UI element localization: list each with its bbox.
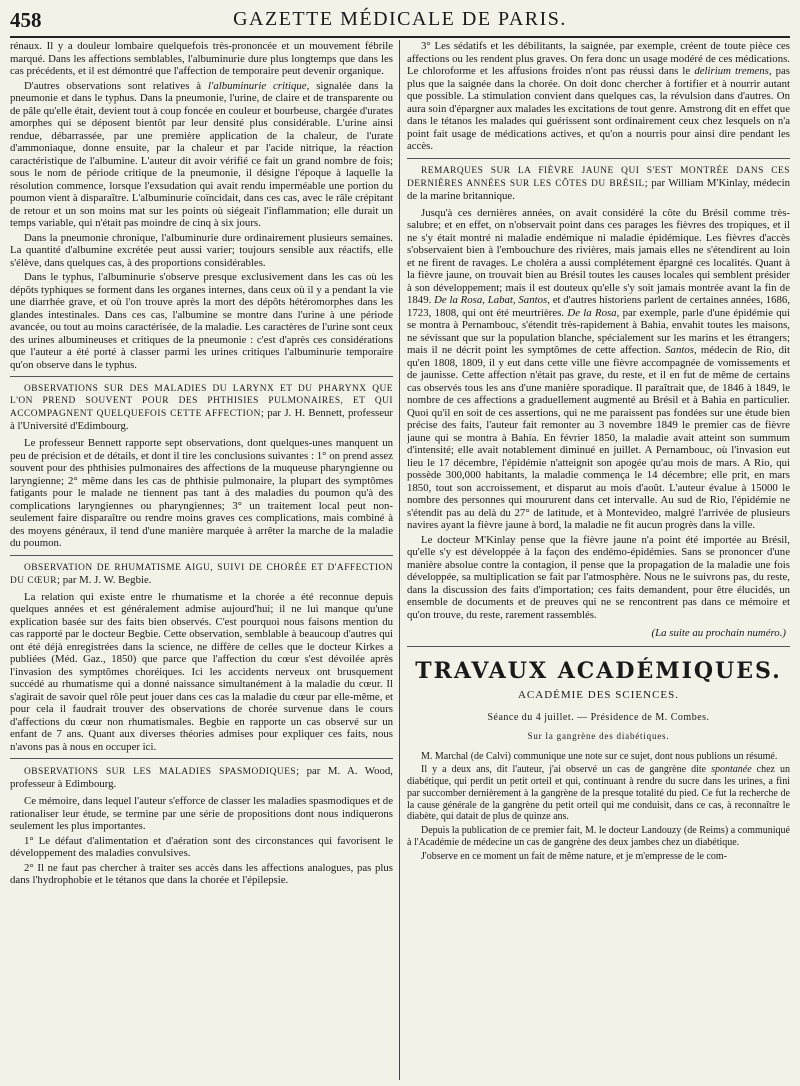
newspaper-page [10, 6, 790, 1082]
right-column [407, 40, 790, 1080]
paragraph: Dans la pneumonie chronique, l'albuminurie dure ordinairement plusieurs semaines. La quantité d'albumine excrétée peut aussi varier; toujours sensible aux réactifs, elle s'élève, dans quelques cas, à des proportions considérables. [10, 231, 393, 269]
column-divider [399, 40, 400, 1080]
header-rule [10, 36, 790, 38]
paragraph: 3° Les sédatifs et les débilitants, la saignée, par exemple, créent de toute pièce ces affections ou les rendent plus graves. On fera donc un usage modéré de ces médications. Le chloroforme et les affusions froides n'ont pas réussi dans le delirium tremens, pas plus que la saignée dans la chorée. On doit donc chercher à fortifier et à nourrir autant que possible. La stimulation convient dans quelques cas, la révulsion dans d'autres. On aura soin d'épargner aux malades les excitations de tout genre. Amstrong dit en effet que dans le tétanos les malades qui guérissent sont ordinairement ceux chez lesquels on n'a point fait usage de médications actives, et qu'on a nourris pour ainsi dire pendant les accès. [407, 40, 790, 152]
paragraph: Depuis la publication de ce premier fait, M. le docteur Landouzy (de Reims) a communiqué à l'Académie de médecine un cas de gangrène des deux jambes chez un diabétique. [407, 825, 790, 849]
section-title: TRAVAUX ACADÉMIQUES. [415, 657, 782, 684]
paragraph: Il y a deux ans, dit l'auteur, j'ai observé un cas de gangrène dite spontanée chez un diabétique, qui perdit un petit orteil et qui, continuant à rendre du sucre dans les urines, a fini par succomber dernièrement à la gangrène de la presque totalité du pied. Ce fut la recherche de la cause générale de la gangrène du petit orteil qui me conduisit, dans ce cas, à reconnaître le diabète, qui datait de plus de quinze ans. [407, 764, 790, 823]
page-header [10, 6, 790, 34]
section-heading: REMARQUES SUR LA FIÈVRE JAUNE QUI S'EST MONTRÉE DANS CES DERNIÈRES ANNÉES SUR LES CÔTES DU BRÉSIL; par William M'Kinlay, médecin de la marine britannique. [407, 165, 790, 202]
paragraph: D'autres observations sont relatives à l'albuminurie critique, signalée dans la pneumonie et dans le typhus. Dans la pneumonie, l'urine, de claire et de transparente ou de pâle qu'elle était, devient tout à coup foncée en couleur et bourbeuse, chargée d'urates amorphes qui se déposent bientôt par leur densité plus considérable. L'urine ainsi rendue, débarrassée, par une première application de la chaleur, de l'urate d'ammoniaque, donne ensuite, par la chaleur et par l'acide nitrique, la réaction caractéristique de l'albumine. L'auteur dit avoir vérifié ce fait un grand nombre de fois; sous le nom de période critique de la pneumonie, il désigne l'époque à laquelle la résolution commence, lorsque l'exsudation qui avait rendu imperméable une portion du poumon vient à disparaître. L'albuminurie coïncidait, dans ces cas, avec le râle crépitant de retour et un son moins mat sur les points où siégeait l'inflammation; elle durait un temps variable, qui n'était pas moindre de cinq à six jours. [10, 79, 393, 229]
separator [407, 158, 790, 159]
paragraph: Jusqu'à ces dernières années, on avait considéré la côte du Brésil comme très-salubre; et en effet, on n'observait point dans ces parages les fièvres des tropiques, et il ne s'y était montré ni maladie endémique ni maladie épidémique. Les fièvres d'accès s'observaient bien à l'embouchure des rivières, mais jamais elles ne s'étendirent au loin et ne firent de ravages. Le choléra a aussi complétement épargné ces localités. Quant à la fièvre jaune, on trouvait bien au Brésil toutes les causes locales qui semblent présider à son développement; mais il est douteux qu'elle s'y soit jamais montrée avant la fin de 1849. De la Rosa, Labat, Santos, et d'autres historiens parlent de certaines années, 1686, 1723, 1808, qui ont été meurtrières. De la Rosa, par exemple, parle d'une épidémie qui se montra à Pernambouc, s'étendit très-rapidement à Bahia, envahit toutes les maisons, ne sévissant que sur la population blanche, spécialement sur les marins et les étrangers; mais il ne décrit point les symptômes de cette affection. Santos, médecin de Rio, dit qu'en 1808, 1809, il y eut dans cette ville une fièvre accompagnée de vomissements et de jaunisse. Cette affection n'était pas grave, du reste, et il en fut de même de certains cas observés tous les ans d'une manière sporadique. Il paraîtrait que, de 1846 à 1849, le nombre de ces affections a graduellement augmenté au Brésil et à Bahia en particulier. Quoi qu'il en soit de ces assertions, qui ne me paraissent pas fondées sur une étude bien précise des faits, l'auteur fait remonter au 3 novembre 1849 le premier cas de fièvre jaune qui se montra à Bahia. En février 1850, la maladie avait atteint son summum d'intensité; elle avait notablement diminué en juillet. A Pernambouc, où l'invasion eut lieu le 17 décembre, l'épidémie n'atteignit son apogée qu'au mois de mars. A Rio, qui possède 300,000 habitants, la maladie commença le 14 décembre; elle prit, en mars 1850, tout son accroissement, et disparut au mois d'août. L'auteur évalue à 15000 le nombre des personnes qui moururent dans cet intervalle. Au sud de Rio, l'épidémie ne s'étendit pas au delà du 27° de latitude, et à Montevideo, malgré l'arrivée de plusieurs navires ayant la fièvre jaune à bord, la maladie ne fit aucun progrès dans la ville. [407, 206, 790, 531]
section-heading: OBSERVATIONS SUR LES MALADIES SPASMODIQUES; par M. A. Wood, professeur à Edimbourg. [10, 765, 393, 790]
section-heading: OBSERVATIONS SUR DES MALADIES DU LARYNX ET DU PHARYNX QUE L'ON PREND SOUVENT POUR DES PHTHISIES PULMONAIRES, ET QUI ACCOMPAGNENT QUELQUEFOIS CETTE AFFECTION; par J. H. Bennett, professeur à l'Université d'Edimbourg. [10, 384, 393, 432]
columns [10, 40, 790, 1080]
separator [10, 555, 393, 556]
academy-heading: ACADÉMIE DES SCIENCES. [517, 689, 680, 701]
paragraph: Dans le typhus, l'albuminurie s'observe presque exclusivement dans les cas où les dépôts typhiques se forment dans les organes internes, dans ceux où il y a pendant la vie une diarrhée grave, et où l'on trouve après la mort des dépôts hétéromorphes dans les glandes intestinales. Dans ces cas, l'albumine se montre dans l'urine à une période avancée, ou tout au moins caractérisée, de la maladie. Les caractères de l'urine sont ceux des urines albumineuses et critiques de la pneumonie : c'est d'après ces considérations que l'auteur a été porté à classer parmi les urines critiques l'albuminurie temporaire qu'on observe dans le typhus. [10, 271, 393, 371]
separator [10, 758, 393, 759]
page-number: 458 [10, 8, 42, 32]
topic-heading: Sur la gangrène des diabétiques. [527, 731, 670, 741]
paragraph: 1° Le défaut d'alimentation et d'aération sont des circonstances qui favorisent le développement des maladies convulsives. [10, 834, 393, 859]
left-column [10, 40, 393, 1080]
paragraph: Le professeur Bennett rapporte sept observations, dont quelques-unes manquent un peu de précision et de détails, et dont il tire les conclusions suivantes : 1° on prend assez souvent pour des phthisies pulmonaires des affections de la muqueuse pharyngienne ou laryngienne; 2° même dans les cas de phthisie pulmonaire, la plupart des symptômes fatigants pour le malade ne tiennent pas tant à des maladies du poumon qu'à des complications laryngiennes ou pharyngiennes; 3° un traitement local peut non-seulement faire disparaître ou rendre moins graves ces complications, mais combiné à des moyens généraux, il tend d'une manière marquée à arrêter la marche de la maladie du poumon. [10, 437, 393, 549]
paragraph: Ce mémoire, dans lequel l'auteur s'efforce de classer les maladies spasmodiques et de rationaliser leur étude, se termine par une série de propositions dont nous indiquerons seulement les plus importantes. [10, 795, 393, 832]
separator [407, 646, 790, 647]
paragraph: J'observe en ce moment un fait de même nature, et je m'empresse de le com- [421, 850, 727, 862]
paragraph: rénaux. Il y a douleur lombaire quelquefois très-prononcée et un mouvement fébrile marqué. Dans les affections semblables, l'albuminurie dure plus longtemps que dans les cas précédents, et il est démontré que l'affection de temporaire peut devenir organique. [10, 40, 393, 77]
paragraph: M. Marchal (de Calvi) communique une note sur ce sujet, dont nous publions un résumé. [421, 750, 778, 762]
separator [10, 376, 393, 377]
continued-note: (La suite au prochain numéro.) [651, 627, 786, 639]
session-line: Séance du 4 juillet. — Présidence de M. Combes. [487, 711, 710, 723]
paragraph: Le docteur M'Kinlay pense que la fièvre jaune n'a point été importée au Brésil, qu'elle s'y est développée à la façon des endémo-épidémies. Sans se prononcer d'une manière absolue contre la contagion, il pense que la propagation de la maladie une fois développée, sa multiplication se fait par l'atmosphère. Nous ne le suivrons pas, du reste, dans la discussion des faits d'importation; ces faits demandent, pour être élucidés, un ensemble de documents et de preuves qui ne se rencontrent pas dans ce mémoire et qu'on trouve, du reste, rarement rassemblés. [407, 533, 790, 621]
paragraph: 2° Il ne faut pas chercher à traiter ses accès dans les affections analogues, pas plus dans l'hydrophobie et le tétanos que dans la chorée et l'épilepsie. [10, 861, 393, 886]
journal-title: GAZETTE MÉDICALE DE PARIS. [233, 8, 567, 30]
paragraph: La relation qui existe entre le rhumatisme et la chorée a été reconnue depuis quelques années et est généralement admise aujourd'hui; il ne lui manque qu'une explication basée sur des faits bien observés. C'est pourquoi nous faisons mention du cas rapporté par le docteur Begbie. Cette observation, semblable à beaucoup d'autres qui ont été déjà enregistrées dans la science, ne diffère de celles que le docteur Kirkes a publiées (Méd. Gaz., 1850) que parce que l'affection du cœur s'est dévoilée après l'invasion des symptômes choréiques. Ici les accidents nerveux ont brusquement succédé au rhumatisme qui a donné naissance simultanément à la maladie du cœur. Il s'agirait de savoir quel rôle peut jouer dans ces cas la maladie du cœur par elle-même, et pour cela il faudrait trouver des observations de chorée survenue dans le cours d'affections du cœur non rhumatismales. Begbie en rapporte un cas observé sur un enfant de 7 ans. Quant aux diverses théories admises pour expliquer ces faits, nous n'avons pas à nous en occuper ici. [10, 590, 393, 753]
section-heading: OBSERVATION DE RHUMATISME AIGU, SUIVI DE CHORÉE ET D'AFFECTION DU CŒUR; par M. J. W. Begbie. [10, 562, 393, 586]
